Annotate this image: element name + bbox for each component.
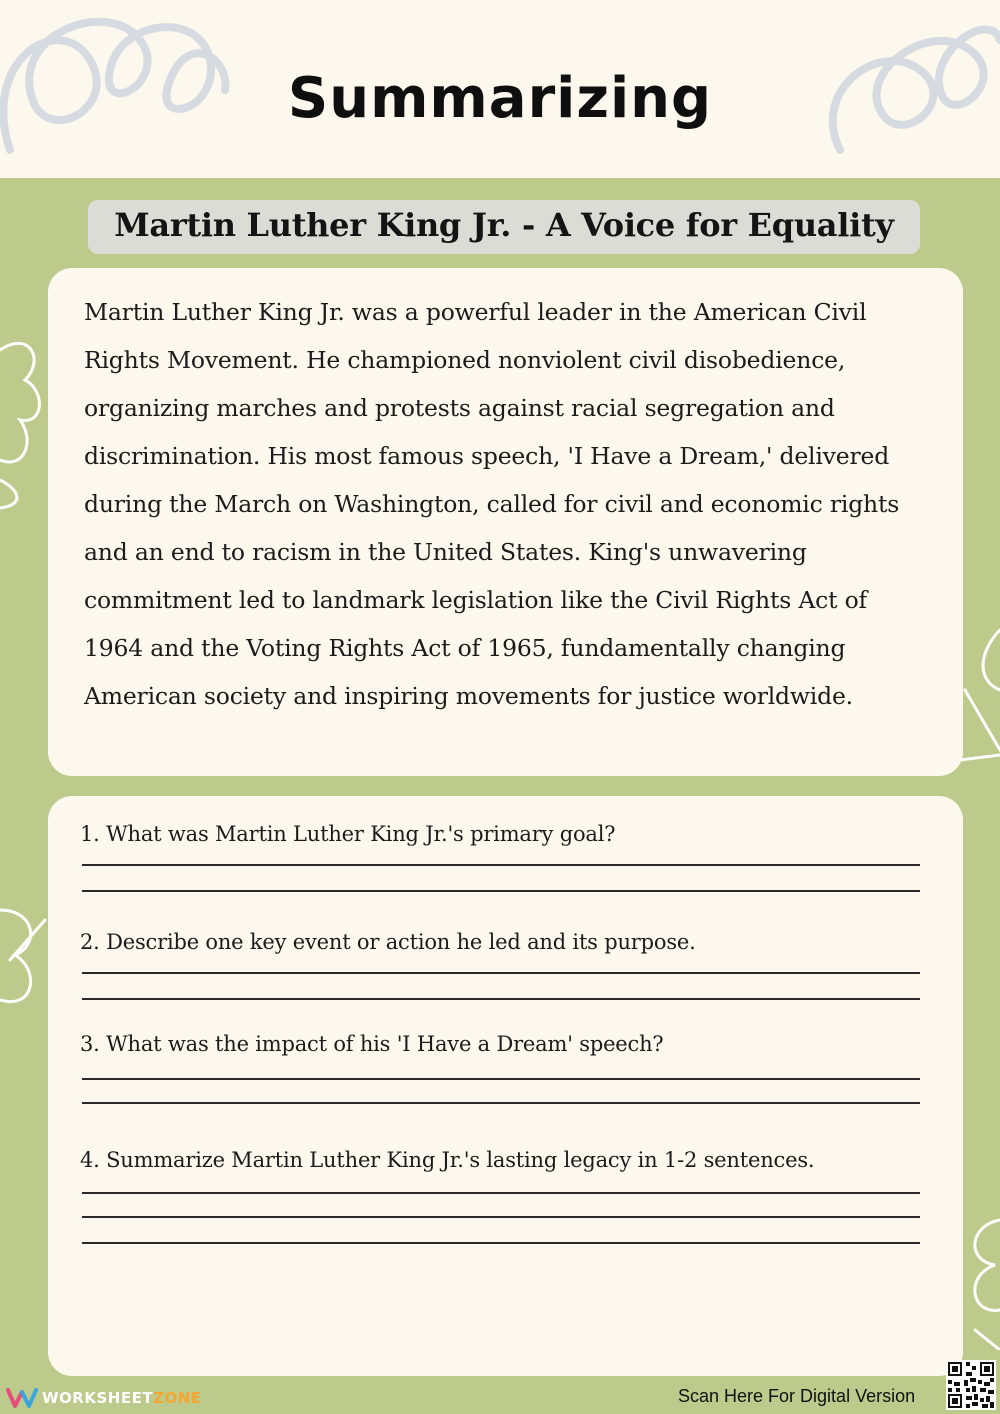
question-2: 2. Describe one key event or action he led and its purpose.: [80, 930, 696, 954]
answer-line[interactable]: [82, 972, 920, 974]
answer-line[interactable]: [82, 998, 920, 1000]
question-4: 4. Summarize Martin Luther King Jr.'s lasting legacy in 1-2 sentences.: [80, 1148, 815, 1172]
answer-line[interactable]: [82, 1216, 920, 1218]
scan-label: Scan Here For Digital Version: [678, 1386, 916, 1406]
reading-passage-text: Martin Luther King Jr. was a powerful leader in the American Civil Rights Movement. He championed nonviolent civil disobedience, organizing marches and protests against racial segregation and discrimination. His most famous speech, 'I Have a Dream,' delivered during the March on Washington, called for civil and economic rights and an end to racism in the United States. King's unwavering commitment led to landmark legislation like the Civil Rights Act of 1964 and the Voting Rights Act of 1965, fundamentally changing American society and inspiring movements for justice worldwide.: [84, 298, 900, 710]
answer-line[interactable]: [82, 1102, 920, 1104]
logo-word-zone: ZONE: [153, 1389, 202, 1407]
answer-line[interactable]: [82, 1192, 920, 1194]
logo-w-icon: [6, 1386, 38, 1410]
answer-line[interactable]: [82, 864, 920, 866]
answer-line[interactable]: [82, 890, 920, 892]
worksheetzone-logo[interactable]: [6, 1384, 202, 1412]
passage-title: Martin Luther King Jr. - A Voice for Equality: [114, 206, 894, 244]
questions-box: [48, 796, 963, 1376]
answer-line[interactable]: [82, 1242, 920, 1244]
reading-passage-box: [48, 268, 963, 776]
qr-code-icon[interactable]: [946, 1360, 996, 1410]
question-1: 1. What was Martin Luther King Jr.'s primary goal?: [80, 822, 616, 846]
answer-line[interactable]: [82, 1078, 920, 1080]
subtitle-bar: [88, 200, 920, 254]
page-title: Summarizing: [287, 66, 713, 131]
logo-word-worksheet: WORKSHEET: [42, 1389, 154, 1407]
question-3: 3. What was the impact of his 'I Have a Dream' speech?: [80, 1032, 664, 1056]
